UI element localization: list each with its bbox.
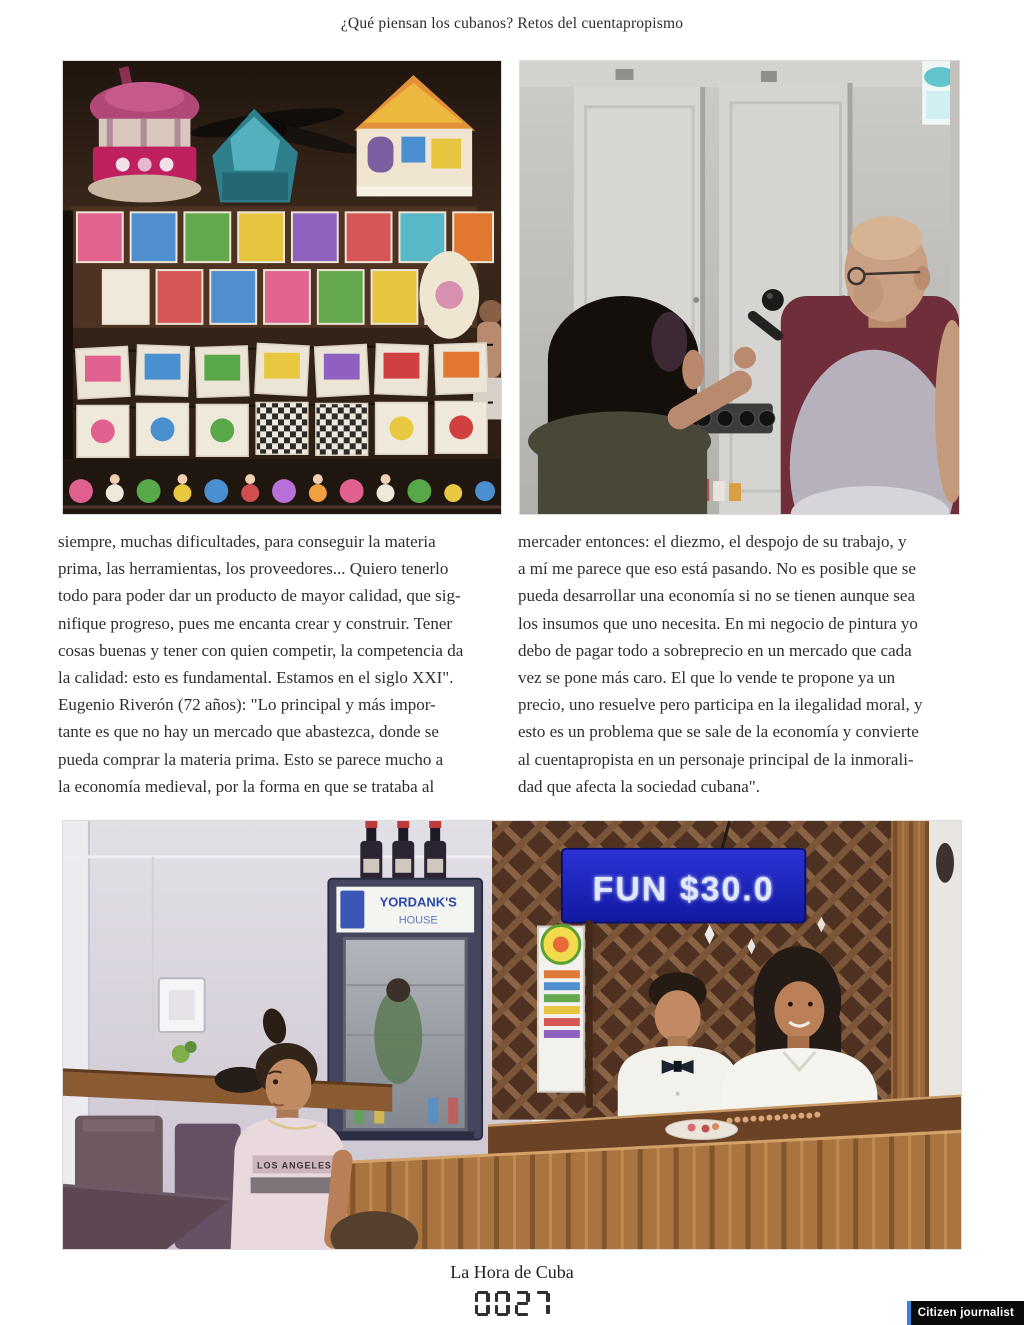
text-line: dad que afecta la sociedad cubana". bbox=[518, 776, 760, 796]
girl-shirt-text: LOS ANGELES bbox=[257, 1160, 332, 1171]
menu-poster bbox=[538, 921, 593, 1108]
page-counter bbox=[0, 1291, 1024, 1317]
wall-plaque bbox=[159, 978, 205, 1032]
lcd-digit bbox=[515, 1291, 530, 1316]
text-line: pueda desarrollar una economía si no se tienen aunque sea bbox=[518, 586, 915, 606]
text-line: tante es que no hay un mercado que abastezca, donde se bbox=[58, 722, 439, 742]
table-and-chairs bbox=[63, 1116, 241, 1249]
text-line: Eugenio Riverón (72 años): "Lo principal y más impor- bbox=[58, 695, 436, 715]
reporter-face bbox=[682, 350, 704, 390]
text-line: la calidad: esto es fundamental. Estamos en el siglo XXI". bbox=[58, 668, 454, 688]
text-line: esto es un problema que se sale de la economía y convierte bbox=[518, 722, 919, 742]
bottles-on-fridge bbox=[360, 821, 446, 881]
plush-toys-row bbox=[63, 459, 501, 514]
crochet-doily bbox=[419, 251, 479, 339]
shelf-edge bbox=[63, 210, 73, 459]
photo-interview bbox=[519, 60, 960, 515]
fridge-sign bbox=[336, 887, 474, 933]
text-line: nifique progreso, pues me encanta crear y construir. Tener bbox=[58, 613, 453, 633]
text-line: prima, las herramientas, los proveedores... Quiero tenerlo bbox=[58, 559, 449, 579]
led-sign-text: FUN $30.0 bbox=[592, 870, 775, 909]
article-column-right bbox=[518, 528, 968, 800]
photo-bar-scene bbox=[62, 820, 962, 1250]
lcd-digit bbox=[495, 1291, 510, 1316]
fridge-sign-line2: HOUSE bbox=[398, 914, 438, 927]
photo-craft-shop bbox=[62, 60, 502, 515]
text-line: pueda comprar la materia prima. Esto se parece mucho a bbox=[58, 749, 444, 769]
page-title: ¿Qué piensan los cubanos? Retos del cuentapropismo bbox=[340, 15, 684, 32]
article-column-left bbox=[58, 528, 508, 800]
fridge-sign-line1: YORDANK'S bbox=[379, 894, 457, 910]
snack-plate bbox=[666, 1120, 738, 1140]
lcd-digit bbox=[535, 1291, 550, 1316]
text-line: precio, uno resuelve pero participa en la ilegalidad moral, y bbox=[518, 695, 923, 715]
text-line: todo para poder dar un producto de mayor calidad, que sig- bbox=[58, 586, 461, 606]
text-line: a mí me parece que eso está pasando. No es posible que se bbox=[518, 559, 916, 579]
text-line: los insumos que uno necesita. En mi negocio de pintura yo bbox=[518, 613, 918, 633]
badge-label: Citizen journalist bbox=[917, 1307, 1014, 1319]
sconce-lamp bbox=[936, 843, 954, 883]
text-line: cosas buenas y tener con quien competir, la competencia da bbox=[58, 640, 464, 660]
text-line: debo de pagar todo a sobreprecio en un mercado que cada bbox=[518, 640, 912, 660]
text-line: mercader entonces: el diezmo, el despojo de su trabajo, y bbox=[518, 532, 907, 551]
text-line: siempre, muchas dificultades, para conseguir la materia bbox=[58, 532, 436, 551]
text-line: al cuentapropista en un personaje principal de la inmorali- bbox=[518, 749, 914, 769]
page-caption: La Hora de Cuba bbox=[450, 1262, 574, 1282]
text-line: la economía medieval, por la forma en que se trataba al bbox=[58, 776, 435, 796]
citizen-journalist-badge bbox=[907, 1301, 1024, 1325]
text-line: vez se pone más caro. El que lo vende te propone ya un bbox=[518, 668, 896, 688]
lcd-digit bbox=[475, 1291, 490, 1316]
reporter-hand bbox=[734, 347, 756, 369]
reporter-jacket bbox=[538, 431, 707, 514]
